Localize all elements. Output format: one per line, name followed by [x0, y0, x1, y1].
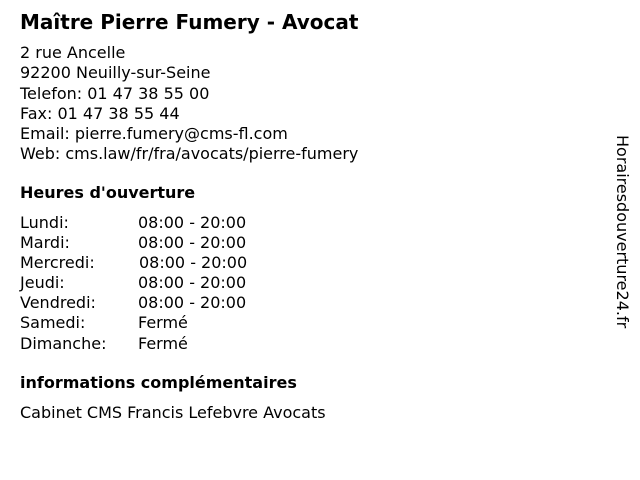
info-heading: informations complémentaires — [20, 373, 297, 392]
day-label: Lundi: — [20, 213, 69, 232]
street-address: 2 rue Ancelle — [20, 43, 126, 62]
day-label: Vendredi: — [20, 293, 96, 313]
phone-number: Telefon: 01 47 38 55 00 — [20, 83, 210, 103]
site-watermark: Horairesdouverture24.fr — [613, 135, 632, 329]
day-hours: 08:00 - 20:00 — [138, 293, 247, 313]
fax-number: Fax: 01 47 38 55 44 — [20, 103, 180, 123]
day-hours: 08:00 - 20:00 — [138, 233, 247, 253]
day-label: Dimanche: — [20, 333, 107, 353]
hours-heading: Heures d'ouverture — [20, 183, 196, 202]
city-address: 92200 Neuilly-sur-Seine — [20, 63, 211, 83]
page-title: Maître Pierre Fumery - Avocat — [20, 10, 359, 34]
day-label: Jeudi: — [20, 273, 65, 293]
day-label: Mardi: — [20, 233, 70, 253]
day-hours: 08:00 - 20:00 — [138, 273, 247, 293]
day-hours: 08:00 - 20:00 — [138, 213, 247, 232]
day-hours: 08:00 - 20:00 — [139, 253, 248, 273]
address-block — [20, 43, 358, 165]
day-hours: Fermé — [138, 333, 188, 353]
email-address: Email: pierre.fumery@cms-fl.com — [20, 124, 288, 144]
day-label: Samedi: — [20, 313, 86, 333]
info-text: Cabinet CMS Francis Lefebvre Avocats — [20, 403, 326, 422]
day-hours: Fermé — [138, 313, 188, 333]
website-address: Web: cms.law/fr/fra/avocats/pierre-fumery — [20, 144, 359, 164]
day-label: Mercredi: — [20, 253, 95, 273]
